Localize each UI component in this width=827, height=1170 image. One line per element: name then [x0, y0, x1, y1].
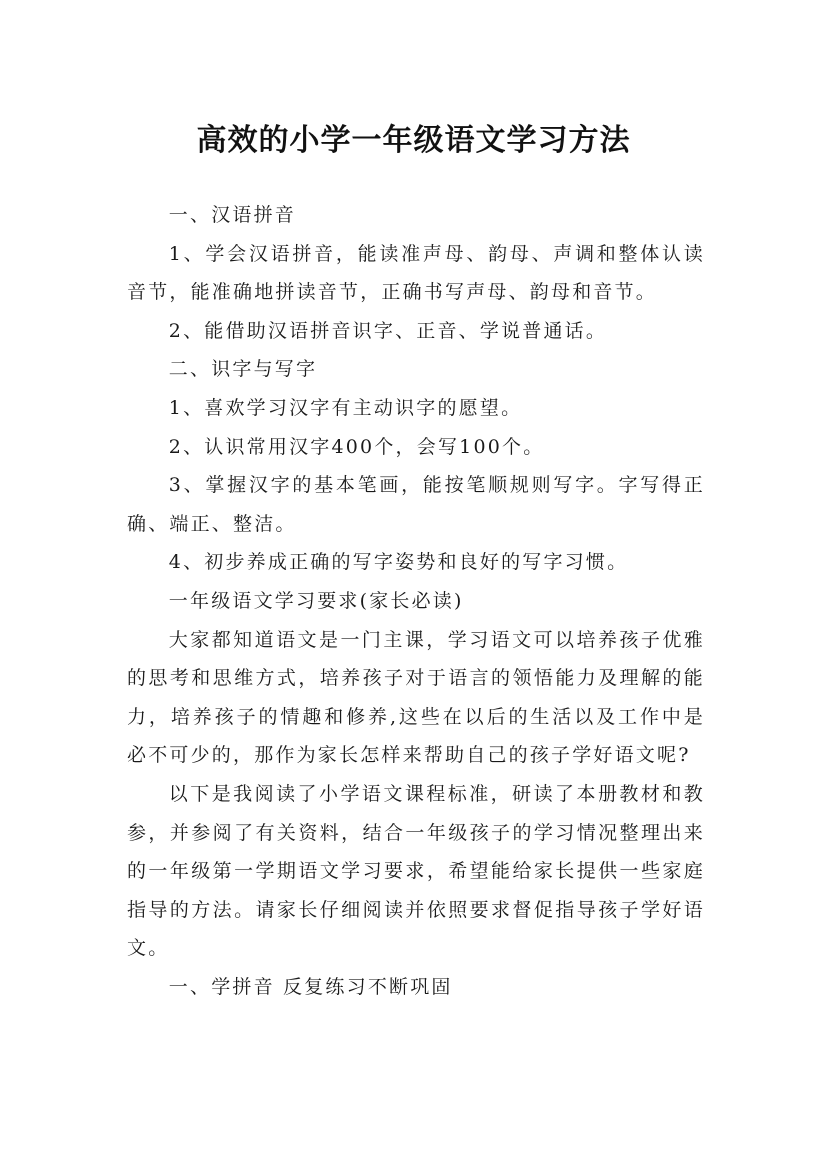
document-title: 高效的小学一年级语文学习方法	[196, 123, 631, 159]
section-heading: 一、学拼音 反复练习不断巩固	[168, 975, 453, 998]
document-body	[127, 196, 705, 1006]
paragraph: 2、认识常用汉字400个，会写100个。	[168, 435, 545, 458]
section-heading: 一年级语文学习要求(家长必读)	[168, 589, 464, 612]
paragraph: 2、能借助汉语拼音识字、正音、学说普通话。	[168, 319, 608, 342]
paragraph: 大家都知道语文是一门主课，学习语文可以培养孩子优雅的思考和思维方式，培养孩子对于语言的领悟能力及理解的能力，培养孩子的情趣和修养,这些在以后的生活以及工作中是必不可少的，那作为家长怎样来帮助自己的孩子学好语文呢?	[127, 628, 705, 767]
paragraph: 以下是我阅读了小学语文课程标准，研读了本册教材和教参，并参阅了有关资料，结合一年级孩子的学习情况整理出来的一年级第一学期语文学习要求，希望能给家长提供一些家庭指导的方法。请家长仔细阅读并依照要求督促指导孩子学好语文。	[127, 782, 705, 960]
paragraph: 1、喜欢学习汉字有主动识字的愿望。	[168, 396, 523, 419]
section-heading: 二、识字与写字	[168, 358, 318, 381]
paragraph: 4、初步养成正确的写字姿势和良好的写字习惯。	[168, 551, 629, 574]
section-heading: 一、汉语拼音	[168, 204, 296, 226]
paragraph: 1、学会汉语拼音，能读准声母、韵母、声调和整体认读音节，能准确地拼读音节，正确书写声母、韵母和音节。	[127, 242, 705, 304]
paragraph: 3、掌握汉字的基本笔画，能按笔顺规则写字。字写得正确、端正、整洁。	[127, 474, 705, 535]
